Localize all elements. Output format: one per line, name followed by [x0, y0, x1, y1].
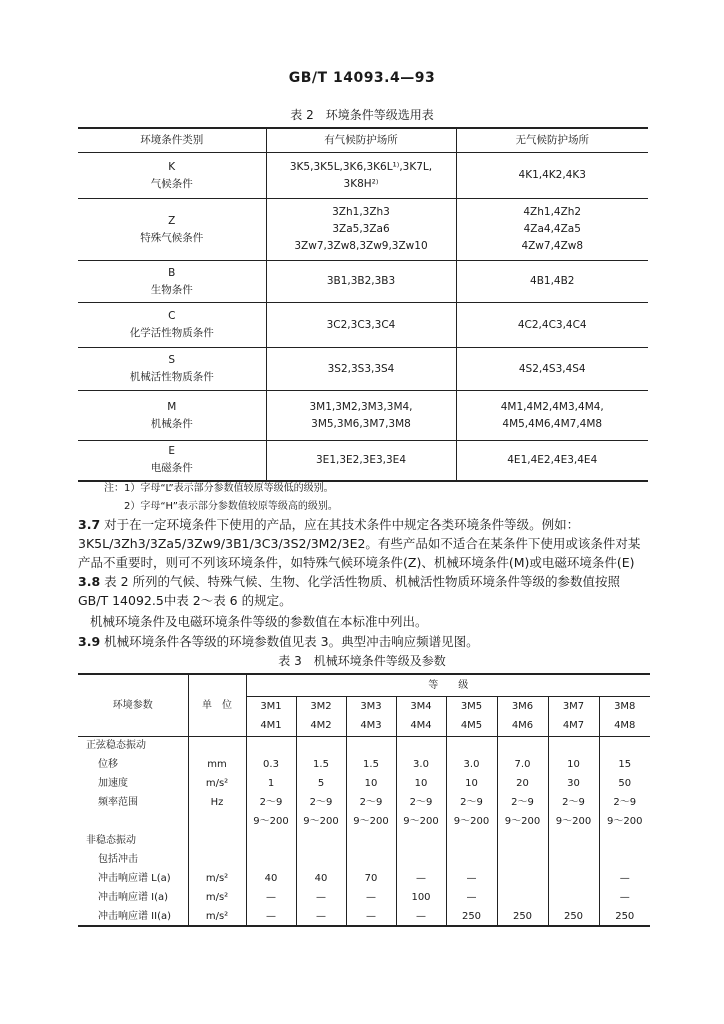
param-label: 冲击响应谱 L(a) — [98, 873, 171, 884]
category-code: E — [168, 445, 176, 458]
unsheltered-cell — [456, 199, 648, 261]
value-cell — [446, 736, 497, 755]
value-cell — [246, 736, 296, 755]
unsheltered-grades: 4M5,4M6,4M7,4M8 — [502, 417, 603, 430]
grade-label: 3M2 — [296, 696, 346, 716]
value-cell: 9～200 — [446, 812, 497, 831]
value-cell: 15 — [599, 755, 650, 774]
value-cell: 100 — [396, 888, 446, 907]
table2-row — [78, 153, 648, 199]
unsheltered-cell — [456, 153, 648, 199]
sheltered-cell — [266, 348, 456, 391]
table3-row — [78, 869, 650, 888]
category-name: 机械活性物质条件 — [129, 371, 214, 383]
value-cell: 10 — [346, 774, 396, 793]
value-cell: 9～200 — [548, 812, 599, 831]
table2-note-1: 注：1）字母“L”表示部分参数值较原等级低的级别。 — [104, 483, 334, 494]
value-cell — [396, 850, 446, 869]
grade-label: 4M6 — [497, 716, 548, 736]
unsheltered-grades: 4Za4,4Za5 — [523, 223, 581, 235]
value-cell: 9～200 — [497, 812, 548, 831]
unsheltered-cell — [456, 261, 648, 303]
grade-label: 4M5 — [446, 716, 497, 736]
table2-column-header: 有气候防护场所 — [266, 128, 456, 153]
value-cell — [497, 888, 548, 907]
value-cell: 30 — [548, 774, 599, 793]
sheltered-cell — [266, 199, 456, 261]
value-cell: — — [296, 907, 346, 926]
param-label: 冲击响应谱 II(a) — [78, 907, 188, 926]
value-cell — [246, 831, 296, 850]
value-cell: 250 — [497, 907, 548, 926]
value-cell: 1 — [246, 774, 296, 793]
page-header: GB/T 14093.4—93 — [288, 70, 436, 86]
table3 — [78, 673, 650, 927]
value-cell: — — [246, 907, 296, 926]
value-cell: — — [346, 888, 396, 907]
grade-label: 4M3 — [346, 716, 396, 736]
sheltered-cell — [266, 153, 456, 199]
table2-row — [78, 391, 648, 441]
unsheltered-grades: 4S2,4S3,4S4 — [518, 362, 586, 375]
table3-row — [78, 812, 650, 831]
value-cell: 3.0 — [446, 755, 497, 774]
value-cell — [497, 831, 548, 850]
value-cell — [446, 831, 497, 850]
unsheltered-cell — [456, 303, 648, 348]
value-cell — [599, 736, 650, 755]
value-cell: 20 — [497, 774, 548, 793]
category-cell — [78, 261, 266, 303]
category-code: B — [168, 266, 176, 279]
unsheltered-grades: 4M1,4M2,4M3,4M4, — [500, 400, 604, 413]
category-name: 气候条件 — [150, 177, 193, 190]
param-label: 加速度 — [98, 778, 128, 789]
category-name: 电磁条件 — [150, 462, 193, 475]
unit-cell — [188, 831, 246, 850]
unit-cell: m/s² — [188, 869, 246, 888]
sheltered-grades: 3M1,3M2,3M3,3M4, — [309, 400, 413, 413]
clause-number: 3.8 — [78, 574, 101, 589]
category-code: S — [168, 354, 176, 366]
sheltered-grades: 3C2,3C3,3C4 — [326, 318, 396, 331]
unit-cell — [188, 812, 246, 831]
value-cell: — — [599, 888, 650, 907]
category-name: 生物条件 — [150, 283, 193, 296]
category-code: K — [168, 160, 176, 173]
value-cell: 40 — [296, 869, 346, 888]
sheltered-grades: 3Za5,3Za6 — [332, 223, 390, 235]
value-cell — [497, 869, 548, 888]
table2-row — [78, 441, 648, 481]
table3-header-row — [78, 674, 650, 696]
sheltered-grades: 3K5,3K5L,3K6,3K6L¹⁾,3K7L, — [289, 160, 433, 173]
value-cell — [599, 831, 650, 850]
sheltered-cell — [266, 303, 456, 348]
section-label: 非稳态振动 — [86, 835, 136, 846]
clause-number: 3.9 — [78, 634, 101, 649]
grade-label: 4M7 — [548, 716, 599, 736]
value-cell — [346, 850, 396, 869]
category-code: M — [167, 400, 177, 413]
table3-row — [78, 793, 650, 812]
table2-row — [78, 348, 648, 391]
unit-cell: m/s² — [188, 907, 246, 926]
value-cell: 9～200 — [599, 812, 650, 831]
clause-text: 机械环境条件各等级的环境参数值见表 3。典型冲击响应频谱见图。 — [104, 634, 479, 649]
section-label: 包括冲击 — [98, 854, 138, 865]
value-cell: 1.5 — [346, 755, 396, 774]
value-cell — [548, 736, 599, 755]
sheltered-grades: 3Zw7,3Zw8,3Zw9,3Zw10 — [294, 240, 428, 252]
unit-header: 单 位 — [188, 674, 246, 736]
grade-label: 3M8 — [599, 696, 650, 716]
value-cell: 2～9 — [296, 793, 346, 812]
unsheltered-grades: 4K1,4K2,4K3 — [518, 169, 586, 181]
table3-row — [78, 774, 650, 793]
clause-3-9 — [78, 632, 648, 651]
value-cell: 0.3 — [246, 755, 296, 774]
param-label: 频率范围 — [98, 797, 138, 808]
section-row — [78, 736, 650, 755]
sheltered-grades: 3E1,3E2,3E3,3E4 — [316, 453, 406, 466]
value-cell: 2～9 — [599, 793, 650, 812]
value-cell: — — [446, 869, 497, 888]
table3-row — [78, 888, 650, 907]
category-code: Z — [168, 214, 176, 227]
table2-row — [78, 261, 648, 303]
category-name: 特殊气候条件 — [140, 231, 204, 244]
grade-label: 4M2 — [296, 716, 346, 736]
table2-row — [78, 303, 648, 348]
sheltered-cell — [266, 391, 456, 441]
value-cell: 10 — [548, 755, 599, 774]
table2-note-2: 2）字母“H”表示部分参数值较原等级高的级别。 — [124, 501, 338, 512]
value-cell — [446, 850, 497, 869]
subsection-row — [78, 850, 650, 869]
value-cell — [396, 831, 446, 850]
value-cell — [599, 850, 650, 869]
value-cell: 250 — [446, 907, 497, 926]
grade-label: 3M4 — [396, 696, 446, 716]
grade-label: 4M4 — [396, 716, 446, 736]
value-cell — [296, 850, 346, 869]
value-cell: 9～200 — [246, 812, 296, 831]
value-cell: 5 — [296, 774, 346, 793]
clause-text: 表 2 所列的气候、特殊气候、生物、化学活性物质、机械活性物质环境条件等级的参数值按照GB/T 14092.5中表 2～表 6 的规定。 — [78, 574, 621, 608]
table2-column-header: 无气候防护场所 — [456, 128, 648, 153]
value-cell — [296, 831, 346, 850]
param-header: 环境参数 — [78, 674, 188, 736]
value-cell: 2～9 — [497, 793, 548, 812]
value-cell — [346, 831, 396, 850]
sheltered-grades: 3B1,3B2,3B3 — [326, 275, 396, 287]
unsheltered-grades: 4B1,4B2 — [530, 275, 575, 287]
value-cell: 9～200 — [296, 812, 346, 831]
value-cell: — — [396, 869, 446, 888]
unit-cell — [188, 850, 246, 869]
table3-row — [78, 907, 650, 926]
table2-caption: 表 2 环境条件等级选用表 — [290, 108, 434, 122]
value-cell: 9～200 — [346, 812, 396, 831]
value-cell: — — [396, 907, 446, 926]
value-cell: — — [446, 888, 497, 907]
value-cell: 1.5 — [296, 755, 346, 774]
grade-label: 4M8 — [599, 716, 650, 736]
sheltered-grades: 3M5,3M6,3M7,3M8 — [311, 417, 411, 430]
category-cell — [78, 391, 266, 441]
value-cell: 3.0 — [396, 755, 446, 774]
value-cell — [296, 736, 346, 755]
table2-row — [78, 199, 648, 261]
value-cell: 250 — [548, 907, 599, 926]
value-cell — [246, 850, 296, 869]
clause-3-7 — [78, 515, 648, 575]
unsheltered-cell — [456, 441, 648, 481]
unit-cell — [188, 736, 246, 755]
category-code: C — [168, 310, 176, 322]
value-cell: 10 — [396, 774, 446, 793]
value-cell — [346, 736, 396, 755]
unit-cell: m/s² — [188, 888, 246, 907]
unsheltered-grades: 4E1,4E2,4E3,4E4 — [507, 453, 598, 466]
grade-label: 3M6 — [497, 696, 548, 716]
unit-cell: m/s² — [188, 774, 246, 793]
value-cell: — — [599, 869, 650, 888]
value-cell: 70 — [346, 869, 396, 888]
unsheltered-cell — [456, 348, 648, 391]
grade-label: 4M1 — [246, 716, 296, 736]
sheltered-cell — [266, 261, 456, 303]
unsheltered-grades: 4Zw7,4Zw8 — [521, 240, 584, 252]
value-cell — [396, 736, 446, 755]
param-label: 冲击响应谱 I(a) — [98, 892, 169, 903]
table3-caption: 表 3 机械环境条件等级及参数 — [278, 654, 446, 668]
sheltered-grades: 3K8H²⁾ — [343, 177, 379, 190]
value-cell — [497, 850, 548, 869]
clause-3-8 — [78, 572, 648, 612]
table2-header-row — [78, 128, 648, 153]
category-cell — [78, 348, 266, 391]
grade-label: 3M7 — [548, 696, 599, 716]
value-cell: 9～200 — [396, 812, 446, 831]
param-label — [78, 812, 188, 831]
value-cell: 2～9 — [246, 793, 296, 812]
unsheltered-grades: 4Zh1,4Zh2 — [523, 206, 582, 218]
value-cell: 50 — [599, 774, 650, 793]
table2 — [78, 127, 648, 482]
section-label: 正弦稳态振动 — [86, 740, 146, 752]
clause-3-8-continued: 机械环境条件及电磁环境条件等级的参数值在本标准中列出。 — [90, 614, 428, 629]
category-cell — [78, 199, 266, 261]
grade-header: 等 级 — [246, 674, 650, 696]
category-cell — [78, 153, 266, 199]
unit-cell: mm — [188, 755, 246, 774]
value-cell: 250 — [599, 907, 650, 926]
value-cell — [548, 850, 599, 869]
clause-text: 对于在一定环境条件下使用的产品，应在其技术条件中规定各类环境条件等级。例如：3K5L/3Zh3/3Za5/3Zw9/3B1/3C3/3S2/3M2/3E2。有些产品如不适合在某条件下使用或该条件对某产品不重要时，则可不列该环境条件，如特殊气候环境条件(Z)、机械环境条件(M)或电磁环境条件(E) — [78, 517, 641, 570]
table2-column-header: 环境条件类别 — [78, 128, 266, 153]
unsheltered-cell — [456, 391, 648, 441]
sheltered-grades: 3Zh1,3Zh3 — [332, 206, 390, 218]
value-cell: — — [346, 907, 396, 926]
value-cell: 2～9 — [446, 793, 497, 812]
value-cell: — — [296, 888, 346, 907]
category-name: 机械条件 — [150, 417, 193, 430]
value-cell: 7.0 — [497, 755, 548, 774]
value-cell — [548, 831, 599, 850]
grade-label: 3M1 — [246, 696, 296, 716]
section-row — [78, 831, 650, 850]
unit-cell: Hz — [188, 793, 246, 812]
category-cell — [78, 303, 266, 348]
table3-row — [78, 755, 650, 774]
value-cell: 2～9 — [396, 793, 446, 812]
value-cell — [548, 869, 599, 888]
value-cell: 2～9 — [346, 793, 396, 812]
param-label: 位移 — [98, 759, 118, 770]
sheltered-cell — [266, 441, 456, 481]
value-cell: 2～9 — [548, 793, 599, 812]
clause-number: 3.7 — [78, 517, 101, 532]
value-cell: 10 — [446, 774, 497, 793]
sheltered-grades: 3S2,3S3,3S4 — [327, 362, 395, 375]
value-cell: 40 — [246, 869, 296, 888]
category-cell — [78, 441, 266, 481]
grade-label: 3M5 — [446, 696, 497, 716]
value-cell — [497, 736, 548, 755]
value-cell — [548, 888, 599, 907]
value-cell: — — [246, 888, 296, 907]
category-name: 化学活性物质条件 — [129, 327, 214, 339]
grade-label: 3M3 — [346, 696, 396, 716]
unsheltered-grades: 4C2,4C3,4C4 — [517, 318, 587, 331]
